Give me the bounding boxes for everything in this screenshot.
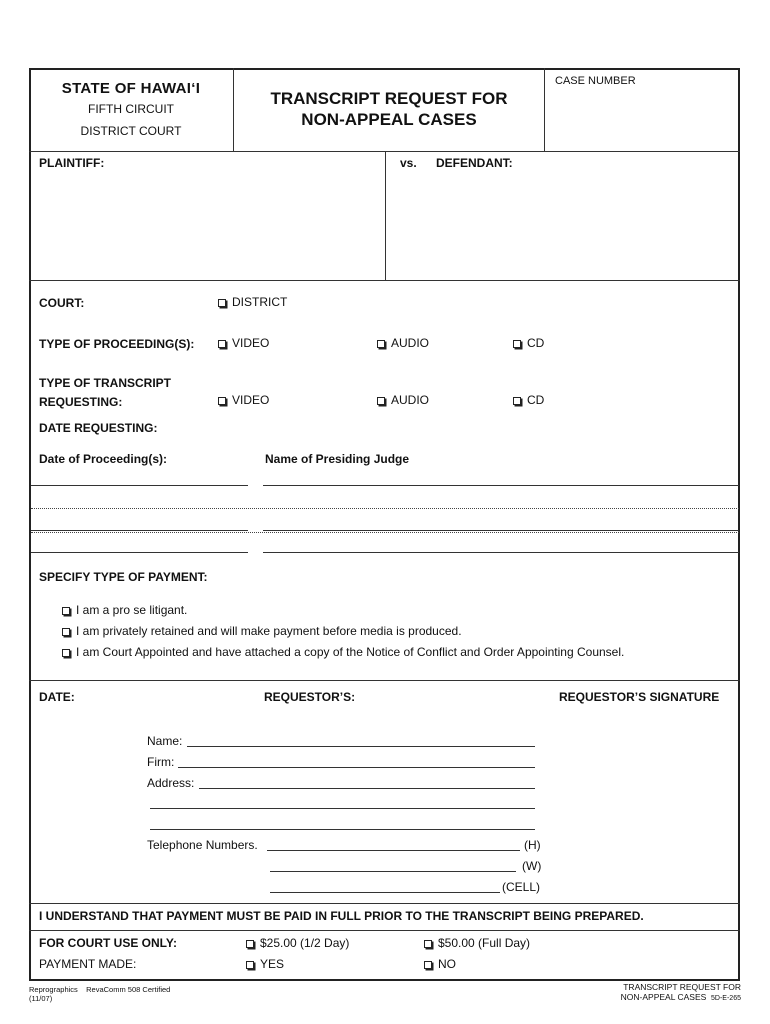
address-label: Address:: [147, 776, 195, 790]
revacomm-label: RevaComm 508 Certified: [86, 985, 171, 994]
defendant-label: DEFENDANT:: [436, 156, 513, 170]
transcript-video-checkbox[interactable]: [218, 397, 226, 405]
transcript-audio-checkbox[interactable]: [377, 397, 385, 405]
no-label: NO: [438, 957, 456, 971]
pro-se-label: I am a pro se litigant.: [76, 603, 188, 617]
plaintiff-field[interactable]: [33, 172, 381, 276]
revision-date: (11/07): [29, 994, 53, 1003]
date-requesting-label: DATE REQUESTING:: [39, 421, 158, 435]
firm-label: Firm:: [147, 755, 175, 769]
state-name: STATE OF HAWAI‘I: [61, 80, 201, 97]
payment-made-label: PAYMENT MADE:: [39, 957, 137, 971]
court-appointed-checkbox[interactable]: [62, 649, 70, 657]
judge-name-line-3[interactable]: [263, 552, 739, 553]
vs-label: vs.: [400, 156, 417, 170]
proceeding-audio-option[interactable]: [377, 336, 429, 350]
dotted-separator: [31, 532, 739, 533]
transcript-audio-option[interactable]: [377, 393, 429, 407]
firm-line[interactable]: [178, 767, 535, 768]
yes-checkbox[interactable]: [246, 961, 254, 969]
circuit-name: FIFTH CIRCUIT: [88, 102, 174, 116]
proceeding-video-checkbox[interactable]: [218, 340, 226, 348]
name-line[interactable]: [187, 746, 535, 747]
proceeding-date-line-3[interactable]: [31, 552, 248, 553]
proceeding-video-option[interactable]: [218, 336, 269, 350]
plaintiff-label: PLAINTIFF:: [39, 156, 105, 170]
phone-cell-label: (CELL): [502, 880, 541, 894]
proceeding-date-line-1[interactable]: [31, 485, 248, 486]
transcript-cd-label: CD: [527, 393, 545, 407]
payment-option-court-appointed[interactable]: [62, 645, 624, 659]
transcript-type-label-line1: TYPE OF TRANSCRIPT: [39, 376, 172, 390]
payment-bottom-rule: [29, 680, 740, 681]
full-day-checkbox[interactable]: [424, 940, 432, 948]
phone-home-label: (H): [524, 838, 541, 852]
proceeding-cd-checkbox[interactable]: [513, 340, 521, 348]
payment-notice: I UNDERSTAND THAT PAYMENT MUST BE PAID IN FULL PRIOR TO THE TRANSCRIPT BEING PREPARED.: [39, 909, 644, 923]
proceeding-cd-option[interactable]: [513, 336, 544, 350]
judge-name-line-2[interactable]: [263, 530, 739, 531]
phone-work-label: (W): [522, 859, 542, 873]
form-title-line1: TRANSCRIPT REQUEST FOR: [270, 89, 508, 108]
form-title: [236, 88, 542, 130]
proceeding-video-label: VIDEO: [232, 336, 270, 350]
header-divider-left: [233, 68, 234, 151]
requestor-signature-label: REQUESTOR’S SIGNATURE: [559, 690, 720, 704]
defendant-field[interactable]: [390, 172, 736, 276]
transcript-type-label: [39, 374, 171, 412]
form-title-line2: NON-APPEAL CASES: [301, 110, 477, 129]
requestors-label: REQUESTOR’S:: [264, 690, 356, 704]
fee-full-day-option[interactable]: [424, 936, 530, 950]
request-date-label: DATE:: [39, 690, 75, 704]
footer-right: [560, 982, 741, 1004]
transcript-cd-option[interactable]: [513, 393, 544, 407]
proceeding-date-line-2[interactable]: [31, 530, 248, 531]
dotted-separator: [31, 508, 739, 509]
transcript-cd-checkbox[interactable]: [513, 397, 521, 405]
pro-se-checkbox[interactable]: [62, 607, 70, 615]
footer-title-line2: NON-APPEAL CASES: [620, 992, 707, 1002]
half-day-checkbox[interactable]: [246, 940, 254, 948]
address-line-1[interactable]: [199, 788, 535, 789]
district-option-label: DISTRICT: [232, 295, 288, 309]
proceeding-audio-label: AUDIO: [391, 336, 430, 350]
date-of-proceedings-label: Date of Proceeding(s):: [39, 452, 168, 466]
retained-label: I am privately retained and will make payment before media is produced.: [76, 624, 462, 638]
case-number-label: CASE NUMBER: [555, 75, 636, 87]
transcript-type-label-line2: REQUESTING:: [39, 395, 123, 409]
phone-work-line[interactable]: [270, 871, 516, 872]
court-use-label: FOR COURT USE ONLY:: [39, 936, 178, 950]
notice-bottom-rule: [29, 930, 740, 931]
judge-name-line-1[interactable]: [263, 485, 739, 486]
payment-yes-option[interactable]: [246, 957, 284, 971]
transcript-audio-label: AUDIO: [391, 393, 430, 407]
court-appointed-label: I am Court Appointed and have attached a copy of the Notice of Conflict and Order Appointing Counsel.: [76, 645, 625, 659]
payment-option-retained[interactable]: [62, 624, 462, 638]
court-name: DISTRICT COURT: [80, 124, 182, 138]
no-checkbox[interactable]: [424, 961, 432, 969]
payment-no-option[interactable]: [424, 957, 456, 971]
address-line-2[interactable]: [150, 808, 535, 809]
district-checkbox[interactable]: [218, 299, 226, 307]
parties-bottom-rule: [29, 280, 740, 281]
payment-type-heading: SPECIFY TYPE OF PAYMENT:: [39, 570, 208, 584]
court-heading: [31, 80, 231, 138]
yes-label: YES: [260, 957, 285, 971]
full-day-label: $50.00 (Full Day): [438, 936, 531, 950]
payment-option-pro-se[interactable]: [62, 603, 187, 617]
header-divider-right: [544, 68, 545, 151]
phone-home-line[interactable]: [267, 850, 520, 851]
name-label: Name:: [147, 734, 183, 748]
parties-divider: [385, 151, 386, 280]
retained-checkbox[interactable]: [62, 628, 70, 636]
case-number-field[interactable]: [546, 90, 738, 148]
requestor-bottom-rule: [29, 903, 740, 904]
proceeding-cd-label: CD: [527, 336, 545, 350]
footer-left: [29, 985, 170, 1003]
footer-title-line1: TRANSCRIPT REQUEST FOR: [623, 982, 741, 992]
address-line-3[interactable]: [150, 829, 535, 830]
proceeding-type-label: TYPE OF PROCEEDING(S):: [39, 337, 195, 351]
phone-cell-line[interactable]: [270, 892, 500, 893]
presiding-judge-label: Name of Presiding Judge: [265, 452, 410, 466]
half-day-label: $25.00 (1/2 Day): [260, 936, 350, 950]
fee-half-day-option[interactable]: [246, 936, 349, 950]
court-district-option[interactable]: [218, 295, 287, 309]
form-code: 5D-E-265: [711, 995, 741, 1002]
telephone-label: Telephone Numbers.: [147, 838, 258, 852]
transcript-video-option[interactable]: [218, 393, 269, 407]
transcript-video-label: VIDEO: [232, 393, 270, 407]
court-label: COURT:: [39, 296, 85, 310]
proceeding-audio-checkbox[interactable]: [377, 340, 385, 348]
reprographics-label: Reprographics: [29, 985, 78, 994]
